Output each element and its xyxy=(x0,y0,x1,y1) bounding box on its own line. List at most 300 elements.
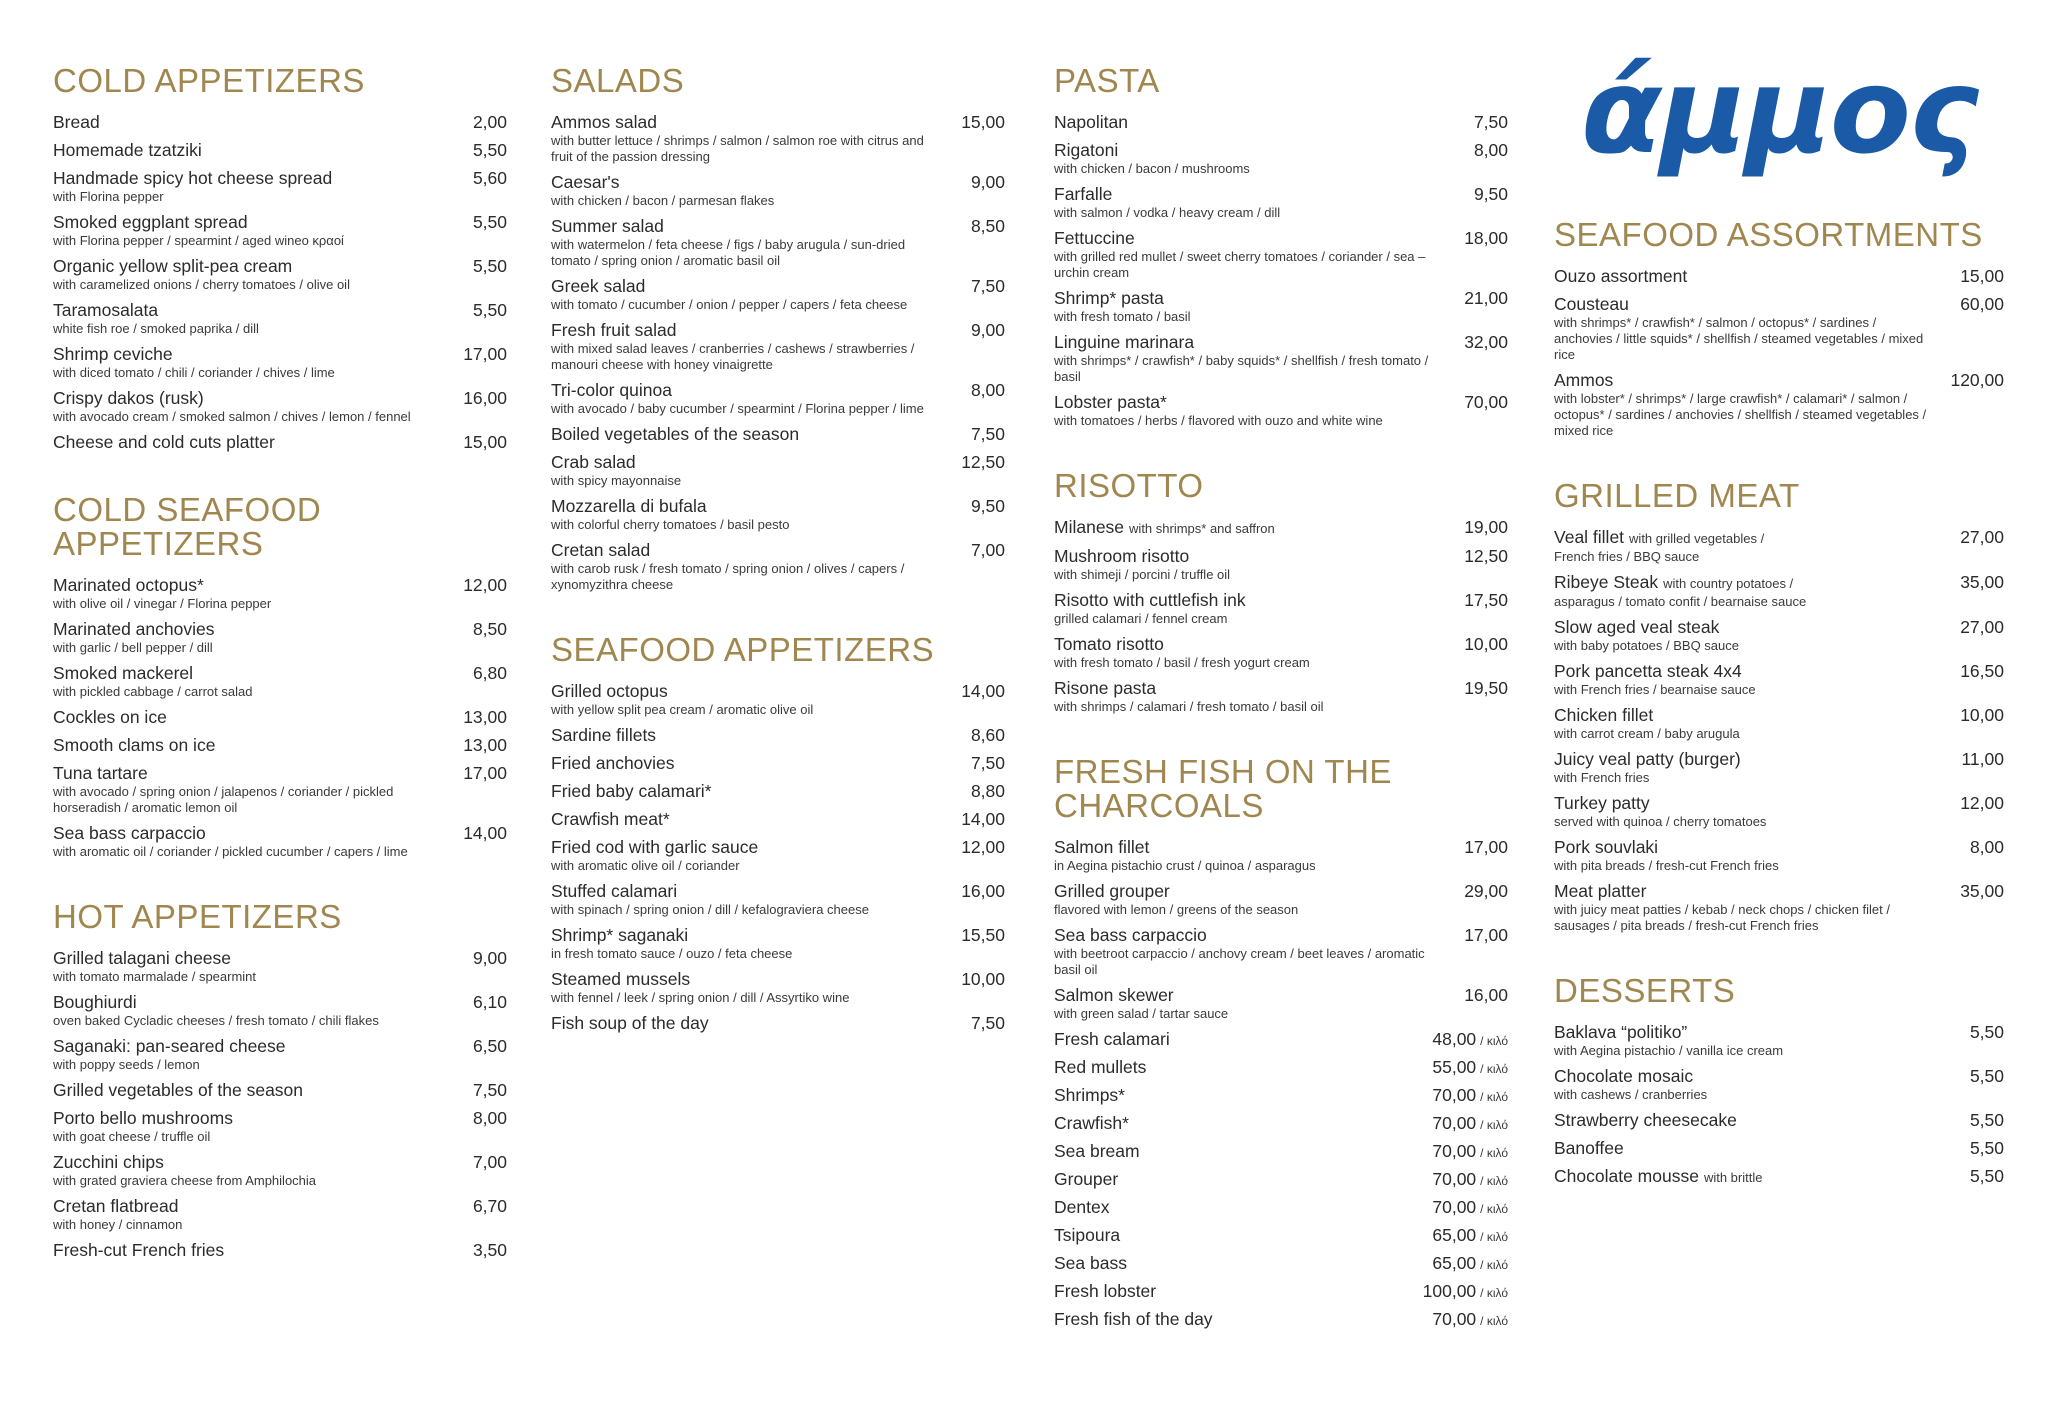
menu-item-price-wrap xyxy=(463,388,507,409)
menu-section xyxy=(1554,479,2004,934)
menu-item-price-wrap xyxy=(473,619,507,640)
menu-item-price: 3,50 xyxy=(472,1240,507,1260)
menu-item-line xyxy=(1054,1169,1388,1190)
menu-item-line xyxy=(1554,661,1932,682)
menu-item xyxy=(1054,1197,1508,1218)
menu-item-description: oven baked Cycladic cheeses / fresh tomato / chili flakes xyxy=(53,1013,379,1028)
menu-item-line xyxy=(1054,678,1436,699)
menu-item xyxy=(1054,288,1508,325)
menu-item-price: 5,50 xyxy=(1969,1166,2004,1186)
menu-item-inline-desc: with shrimps* and saffron xyxy=(1129,521,1275,536)
menu-item-name: Cretan salad xyxy=(551,540,651,560)
menu-item-description: with aromatic olive oil / coriander xyxy=(551,858,740,873)
menu-item-price-wrap xyxy=(1464,228,1508,249)
menu-item-name: Sea bream xyxy=(1054,1141,1140,1161)
menu-item-price-wrap xyxy=(1962,749,2005,770)
menu-item-name: Lobster pasta* xyxy=(1054,392,1167,412)
menu-section xyxy=(53,493,507,860)
menu-item-line xyxy=(1554,1138,1932,1159)
menu-item-description: with beetroot carpaccio / anchovy cream / beet leaves / aromatic basil oil xyxy=(1054,946,1425,977)
menu-item xyxy=(1054,590,1508,627)
menu-item xyxy=(53,735,507,756)
menu-item-line xyxy=(53,735,435,756)
menu-column-2 xyxy=(551,64,1005,1074)
menu-item-name: Bread xyxy=(53,112,100,132)
menu-item-price: 15,00 xyxy=(463,432,507,452)
menu-item-description: with Florina pepper / spearmint / aged wineo κραοί xyxy=(53,233,344,248)
menu-item-price-wrap xyxy=(1960,266,2004,287)
menu-item-line xyxy=(1054,1113,1388,1134)
menu-item-price-wrap xyxy=(1464,392,1508,413)
menu-item xyxy=(53,1152,507,1189)
menu-item-price: 5,50 xyxy=(1969,1138,2004,1158)
menu-item-description: with olive oil / vinegar / Florina pepper xyxy=(53,596,272,611)
menu-item-line xyxy=(551,112,933,133)
menu-item xyxy=(1554,370,2004,439)
menu-item-price-wrap xyxy=(1464,288,1508,309)
menu-item-price: 14,00 xyxy=(463,823,507,843)
menu-item-price: 70,00 xyxy=(1432,1085,1477,1105)
menu-item-price-wrap xyxy=(473,663,507,684)
menu-item-name: Farfalle xyxy=(1054,184,1113,204)
menu-item-name: Sea bass carpaccio xyxy=(53,823,206,843)
menu-item xyxy=(1554,617,2004,654)
menu-item-line xyxy=(1054,332,1436,353)
menu-item-name: Fried anchovies xyxy=(551,753,675,773)
menu-item-description: with tomato marmalade / spearmint xyxy=(53,969,257,984)
menu-item-inline-desc: with country potatoes / xyxy=(1663,576,1794,591)
menu-item-name: Steamed mussels xyxy=(551,969,691,989)
menu-item-name: Homemade tzatziki xyxy=(53,140,202,160)
menu-item-line xyxy=(1054,288,1436,309)
menu-item-price: 27,00 xyxy=(1960,527,2004,547)
menu-item-name: Chicken fillet xyxy=(1554,705,1654,725)
price-unit: / κιλό xyxy=(1480,1174,1508,1188)
menu-item-description: with chicken / bacon / parmesan flakes xyxy=(551,193,775,208)
menu-item-price: 5,50 xyxy=(472,212,507,232)
menu-item-price: 65,00 xyxy=(1432,1253,1477,1273)
menu-item-price-wrap xyxy=(1432,1169,1508,1192)
section-title: RISOTTO xyxy=(1054,467,1204,504)
section-title: DESSERTS xyxy=(1554,972,1736,1009)
menu-item-price: 21,00 xyxy=(1464,288,1508,308)
menu-item-line xyxy=(53,663,435,684)
menu-item-price-wrap xyxy=(971,216,1005,237)
menu-item-name: Taramosalata xyxy=(53,300,159,320)
menu-item-price: 8,50 xyxy=(970,216,1005,236)
menu-item-name: Sardine fillets xyxy=(551,725,657,745)
menu-item-price-wrap xyxy=(1423,1281,1508,1304)
menu-item-name: Shrimp ceviche xyxy=(53,344,173,364)
menu-item-price: 16,00 xyxy=(961,881,1005,901)
menu-item-price: 35,00 xyxy=(1960,881,2004,901)
menu-item-price: 10,00 xyxy=(1464,634,1508,654)
menu-item xyxy=(1554,1138,2004,1159)
menu-item-line xyxy=(1054,837,1436,858)
menu-item-line xyxy=(53,168,435,189)
menu-item xyxy=(53,707,507,728)
menu-item-description: with chicken / bacon / mushrooms xyxy=(1054,161,1250,176)
menu-item-price: 9,00 xyxy=(970,172,1005,192)
menu-section xyxy=(551,64,1005,593)
menu-item-line xyxy=(53,992,435,1013)
menu-item-name: Stuffed calamari xyxy=(551,881,678,901)
menu-item xyxy=(53,763,507,816)
menu-item-description: with grated graviera cheese from Amphilochia xyxy=(53,1173,317,1188)
menu-section xyxy=(1554,974,2004,1188)
menu-item-price: 17,00 xyxy=(463,344,507,364)
menu-item-name: Cheese and cold cuts platter xyxy=(53,432,275,452)
menu-item-name: Baklava “politiko” xyxy=(1554,1022,1688,1042)
menu-item-name: Tomato risotto xyxy=(1054,634,1164,654)
menu-item-line xyxy=(53,823,435,844)
menu-section xyxy=(1054,469,1508,715)
menu-item-price: 6,80 xyxy=(472,663,507,683)
menu-item-line xyxy=(1054,140,1436,161)
menu-item-name: Dentex xyxy=(1054,1197,1110,1217)
menu-item-price-wrap xyxy=(1432,1029,1508,1052)
menu-item xyxy=(53,140,507,161)
price-unit: / κιλό xyxy=(1480,1146,1508,1160)
menu-item-price-wrap xyxy=(463,344,507,365)
menu-item-price-wrap xyxy=(1960,572,2004,593)
menu-item-line xyxy=(1554,294,1932,315)
menu-item-price-wrap xyxy=(1970,1110,2004,1131)
menu-item xyxy=(551,725,1005,746)
menu-item-name: Ouzo assortment xyxy=(1554,266,1688,286)
menu-item-name: Handmade spicy hot cheese spread xyxy=(53,168,333,188)
menu-item-name: Marinated anchovies xyxy=(53,619,215,639)
menu-item xyxy=(551,172,1005,209)
menu-item xyxy=(53,992,507,1029)
menu-item xyxy=(1054,925,1508,978)
menu-item-price-wrap xyxy=(971,496,1005,517)
menu-item-name: Veal fillet xyxy=(1554,527,1625,547)
menu-item-price: 11,00 xyxy=(1961,749,2004,769)
menu-item-price-wrap xyxy=(1960,881,2004,902)
menu-item-price-wrap xyxy=(1960,527,2004,548)
menu-item-price: 35,00 xyxy=(1960,572,2004,592)
menu-item-price-wrap xyxy=(1474,140,1508,161)
menu-item-price-wrap xyxy=(961,881,1005,902)
menu-item-line xyxy=(53,388,435,409)
section-title: COLD APPETIZERS xyxy=(53,62,365,99)
menu-item xyxy=(53,948,507,985)
menu-item-price: 7,00 xyxy=(970,540,1005,560)
menu-item-line xyxy=(1554,1166,1932,1188)
menu-item-price-wrap xyxy=(1432,1309,1508,1332)
menu-item-price: 8,00 xyxy=(1969,837,2004,857)
menu-item-price-wrap xyxy=(1960,617,2004,638)
menu-item-price: 7,50 xyxy=(970,424,1005,444)
menu-item-line xyxy=(551,881,933,902)
menu-item-line xyxy=(1554,617,1932,638)
menu-item xyxy=(551,496,1005,533)
menu-item-name: Ammos xyxy=(1554,370,1614,390)
menu-item-name: Crab salad xyxy=(551,452,636,472)
menu-item xyxy=(1054,1169,1508,1190)
menu-item-line xyxy=(53,112,435,133)
section-title: PASTA xyxy=(1054,62,1160,99)
price-unit: / κιλό xyxy=(1480,1230,1508,1244)
menu-item-price-wrap xyxy=(1970,1022,2004,1043)
menu-item-name: Chocolate mousse xyxy=(1554,1166,1699,1186)
menu-section xyxy=(53,900,507,1261)
menu-item-price-wrap xyxy=(971,172,1005,193)
menu-item-price: 17,50 xyxy=(1464,590,1508,610)
menu-item-line xyxy=(1054,881,1436,902)
menu-item-line xyxy=(551,320,933,341)
menu-item-name: Crawfish meat* xyxy=(551,809,670,829)
menu-item xyxy=(1054,1029,1508,1050)
menu-item-description: with grilled red mullet / sweet cherry tomatoes / coriander / sea – urchin cream xyxy=(1054,249,1426,280)
menu-item-name: Red mullets xyxy=(1054,1057,1147,1077)
menu-item-description: with avocado / baby cucumber / spearmint / Florina pepper / lime xyxy=(551,401,924,416)
menu-item-name: Strawberry cheesecake xyxy=(1554,1110,1737,1130)
menu-item-line xyxy=(1554,881,1932,902)
menu-item-price: 6,50 xyxy=(472,1036,507,1056)
menu-item-price: 6,10 xyxy=(472,992,507,1012)
menu-item-name: Meat platter xyxy=(1554,881,1647,901)
menu-item-line xyxy=(53,140,435,161)
menu-item-price: 7,50 xyxy=(472,1080,507,1100)
menu-item-name: Porto bello mushrooms xyxy=(53,1108,233,1128)
menu-item-price-wrap xyxy=(463,575,507,596)
menu-item-name: Cousteau xyxy=(1554,294,1629,314)
menu-item-line xyxy=(53,619,435,640)
menu-item-price: 15,00 xyxy=(1960,266,2004,286)
menu-item xyxy=(53,1240,507,1261)
menu-item-price-wrap xyxy=(473,112,507,133)
menu-item xyxy=(1554,881,2004,934)
menu-item-line xyxy=(1054,925,1436,946)
menu-item-name: Tuna tartare xyxy=(53,763,148,783)
menu-section xyxy=(1554,218,2004,439)
menu-item-price-wrap xyxy=(961,837,1005,858)
menu-item xyxy=(551,452,1005,489)
menu-item-name: Risone pasta xyxy=(1054,678,1157,698)
menu-item-price-wrap xyxy=(1464,925,1508,946)
menu-item-description: with tomatoes / herbs / flavored with ouzo and white wine xyxy=(1054,413,1383,428)
menu-item-price-wrap xyxy=(961,809,1005,830)
menu-item-price: 5,50 xyxy=(1969,1022,2004,1042)
menu-item-line xyxy=(551,681,933,702)
menu-item xyxy=(1554,572,2004,610)
menu-item-name: Turkey patty xyxy=(1554,793,1650,813)
menu-item xyxy=(551,837,1005,874)
menu-item-name: Grilled grouper xyxy=(1054,881,1170,901)
menu-item-name: Fried cod with garlic sauce xyxy=(551,837,759,857)
menu-item-name: Fettuccine xyxy=(1054,228,1135,248)
menu-item-name: Chocolate mosaic xyxy=(1554,1066,1694,1086)
menu-column-1 xyxy=(53,64,507,1301)
menu-item-price: 12,50 xyxy=(1464,546,1508,566)
menu-item xyxy=(1054,837,1508,874)
menu-item-name: Salmon skewer xyxy=(1054,985,1174,1005)
menu-item-description: with avocado cream / smoked salmon / chives / lemon / fennel xyxy=(53,409,411,424)
menu-item-name: Napolitan xyxy=(1054,112,1128,132)
menu-item-price-wrap xyxy=(1960,661,2004,682)
menu-item-line xyxy=(53,256,435,277)
menu-item xyxy=(53,1036,507,1073)
menu-item-line xyxy=(1054,985,1436,1006)
menu-item-line xyxy=(551,216,933,237)
menu-item-price: 5,50 xyxy=(472,300,507,320)
menu-item-price: 100,00 xyxy=(1422,1281,1477,1301)
menu-item-price: 8,60 xyxy=(970,725,1005,745)
menu-item-description: with shrimps* / crawfish* / baby squids* / shellfish / fresh tomato / basil xyxy=(1054,353,1429,384)
menu-item-price-wrap xyxy=(473,1080,507,1101)
menu-item-line xyxy=(1054,112,1436,133)
menu-item-line xyxy=(1054,634,1436,655)
menu-item xyxy=(1054,112,1508,133)
menu-item-price: 9,50 xyxy=(970,496,1005,516)
menu-item xyxy=(1054,546,1508,583)
menu-item-line xyxy=(1554,749,1932,770)
menu-item-name: Mushroom risotto xyxy=(1054,546,1190,566)
menu-item-description: with avocado / spring onion / jalapenos / coriander / pickled horseradish / aromatic lemon oil xyxy=(53,784,394,815)
menu-item-price-wrap xyxy=(463,707,507,728)
menu-item xyxy=(53,1080,507,1101)
menu-item-inline-desc: with brittle xyxy=(1703,1170,1763,1185)
menu-item-line xyxy=(1054,590,1436,611)
menu-item xyxy=(53,344,507,381)
menu-section xyxy=(551,633,1005,1034)
menu-item-price: 65,00 xyxy=(1432,1225,1477,1245)
menu-item-line xyxy=(1054,546,1436,567)
menu-item-price: 70,00 xyxy=(1432,1169,1477,1189)
menu-item-description: with French fries / bearnaise sauce xyxy=(1554,682,1756,697)
menu-item-line xyxy=(1554,572,1932,594)
menu-item-description: with fresh tomato / basil xyxy=(1054,309,1191,324)
section-title: GRILLED MEAT xyxy=(1554,477,1800,514)
menu-item-description: with shrimps* / crawfish* / salmon / octopus* / sardines / anchovies / little squids* / shellfish / steamed vegetables / mixed rice xyxy=(1554,315,1924,362)
menu-item-name: Fried baby calamari* xyxy=(551,781,712,801)
menu-item-line xyxy=(53,575,435,596)
menu-item-name: Grouper xyxy=(1054,1169,1119,1189)
menu-item xyxy=(551,1013,1005,1034)
menu-item xyxy=(53,432,507,453)
menu-item xyxy=(551,681,1005,718)
menu-item-line xyxy=(551,809,933,830)
menu-item-description: asparagus / tomato confit / bearnaise sauce xyxy=(1554,594,1807,609)
menu-item-price-wrap xyxy=(1474,184,1508,205)
menu-item-name: Boughiurdi xyxy=(53,992,137,1012)
menu-item-price-wrap xyxy=(473,948,507,969)
menu-item-description: with mixed salad leaves / cranberries / cashews / strawberries / manouri cheese with honey vinaigrette xyxy=(551,341,915,372)
menu-item-name: Shrimp* saganaki xyxy=(551,925,689,945)
menu-item-price-wrap xyxy=(1464,546,1508,567)
menu-item-price: 7,50 xyxy=(970,276,1005,296)
menu-item-price: 7,00 xyxy=(472,1152,507,1172)
menu-item-line xyxy=(1054,1057,1388,1078)
menu-item-line xyxy=(551,969,933,990)
menu-item xyxy=(1554,527,2004,565)
menu-item-price-wrap xyxy=(473,140,507,161)
menu-item-price: 70,00 xyxy=(1432,1141,1477,1161)
menu-item-price-wrap xyxy=(971,1013,1005,1034)
menu-item-line xyxy=(53,344,435,365)
menu-item-price-wrap xyxy=(971,320,1005,341)
menu-item-price: 17,00 xyxy=(463,763,507,783)
menu-item-price-wrap xyxy=(473,1152,507,1173)
menu-item-name: Fresh-cut French fries xyxy=(53,1240,225,1260)
menu-item-price: 16,00 xyxy=(463,388,507,408)
menu-item-name: Pork souvlaki xyxy=(1554,837,1659,857)
menu-item-price: 7,50 xyxy=(970,753,1005,773)
menu-item-line xyxy=(1054,1225,1388,1246)
menu-item xyxy=(1054,1309,1508,1330)
menu-item-price-wrap xyxy=(463,823,507,844)
menu-item xyxy=(551,540,1005,593)
menu-item-line xyxy=(1054,392,1436,413)
menu-item-description: with spicy mayonnaise xyxy=(551,473,682,488)
menu-item-line xyxy=(53,1036,435,1057)
menu-item xyxy=(1054,985,1508,1022)
menu-item-line xyxy=(551,1013,933,1034)
menu-item-name: Fresh fruit salad xyxy=(551,320,677,340)
menu-item-price-wrap xyxy=(1464,332,1508,353)
section-title: SEAFOOD ASSORTMENTS xyxy=(1554,216,1983,253)
menu-item-price-wrap xyxy=(1432,1225,1508,1248)
menu-item-price: 5,50 xyxy=(1969,1110,2004,1130)
menu-item xyxy=(1054,1281,1508,1302)
menu-item-name: Tsipoura xyxy=(1054,1225,1121,1245)
menu-item xyxy=(1054,392,1508,429)
menu-item-price-wrap xyxy=(1432,1113,1508,1136)
menu-item xyxy=(551,809,1005,830)
menu-item-description: with tomato / cucumber / onion / pepper / capers / feta cheese xyxy=(551,297,908,312)
menu-item-line xyxy=(53,1108,435,1129)
menu-item-inline-desc: with grilled vegetables / xyxy=(1629,531,1765,546)
menu-item-name: Rigatoni xyxy=(1054,140,1119,160)
menu-item-name: Grilled octopus xyxy=(551,681,668,701)
menu-item-description: with yellow split pea cream / aromatic olive oil xyxy=(551,702,814,717)
menu-item-price-wrap xyxy=(971,725,1005,746)
menu-item-line xyxy=(1554,370,1932,391)
menu-item xyxy=(1554,793,2004,830)
menu-item xyxy=(1054,1113,1508,1134)
price-unit: / κιλό xyxy=(1480,1202,1508,1216)
menu-item-price: 5,50 xyxy=(1969,1066,2004,1086)
menu-item xyxy=(53,1108,507,1145)
menu-item xyxy=(1554,1166,2004,1188)
section-title: SEAFOOD APPETIZERS xyxy=(551,631,935,668)
menu-item-price: 19,50 xyxy=(1464,678,1508,698)
menu-item-line xyxy=(551,837,933,858)
menu-item-name: Smoked mackerel xyxy=(53,663,194,683)
price-unit: / κιλό xyxy=(1480,1314,1508,1328)
menu-item xyxy=(551,320,1005,373)
menu-item-name: Boiled vegetables of the season xyxy=(551,424,800,444)
menu-item xyxy=(1554,705,2004,742)
menu-item-description: with carrot cream / baby arugula xyxy=(1554,726,1740,741)
menu-item-name: Grilled vegetables of the season xyxy=(53,1080,304,1100)
menu-item-price-wrap xyxy=(1960,793,2004,814)
menu-item-name: Sea bass xyxy=(1054,1253,1127,1273)
menu-item-price: 7,50 xyxy=(970,1013,1005,1033)
menu-item xyxy=(53,619,507,656)
menu-item-line xyxy=(53,948,435,969)
menu-item-price: 7,50 xyxy=(1473,112,1508,132)
menu-item xyxy=(1054,678,1508,715)
menu-item-price: 48,00 xyxy=(1432,1029,1477,1049)
menu-item-line xyxy=(1554,837,1932,858)
menu-item-line xyxy=(551,496,933,517)
price-unit: / κιλό xyxy=(1480,1258,1508,1272)
menu-item-description: with fennel / leek / spring onion / dill / Assyrtiko wine xyxy=(551,990,850,1005)
menu-item-description: with salmon / vodka / heavy cream / dill xyxy=(1054,205,1281,220)
